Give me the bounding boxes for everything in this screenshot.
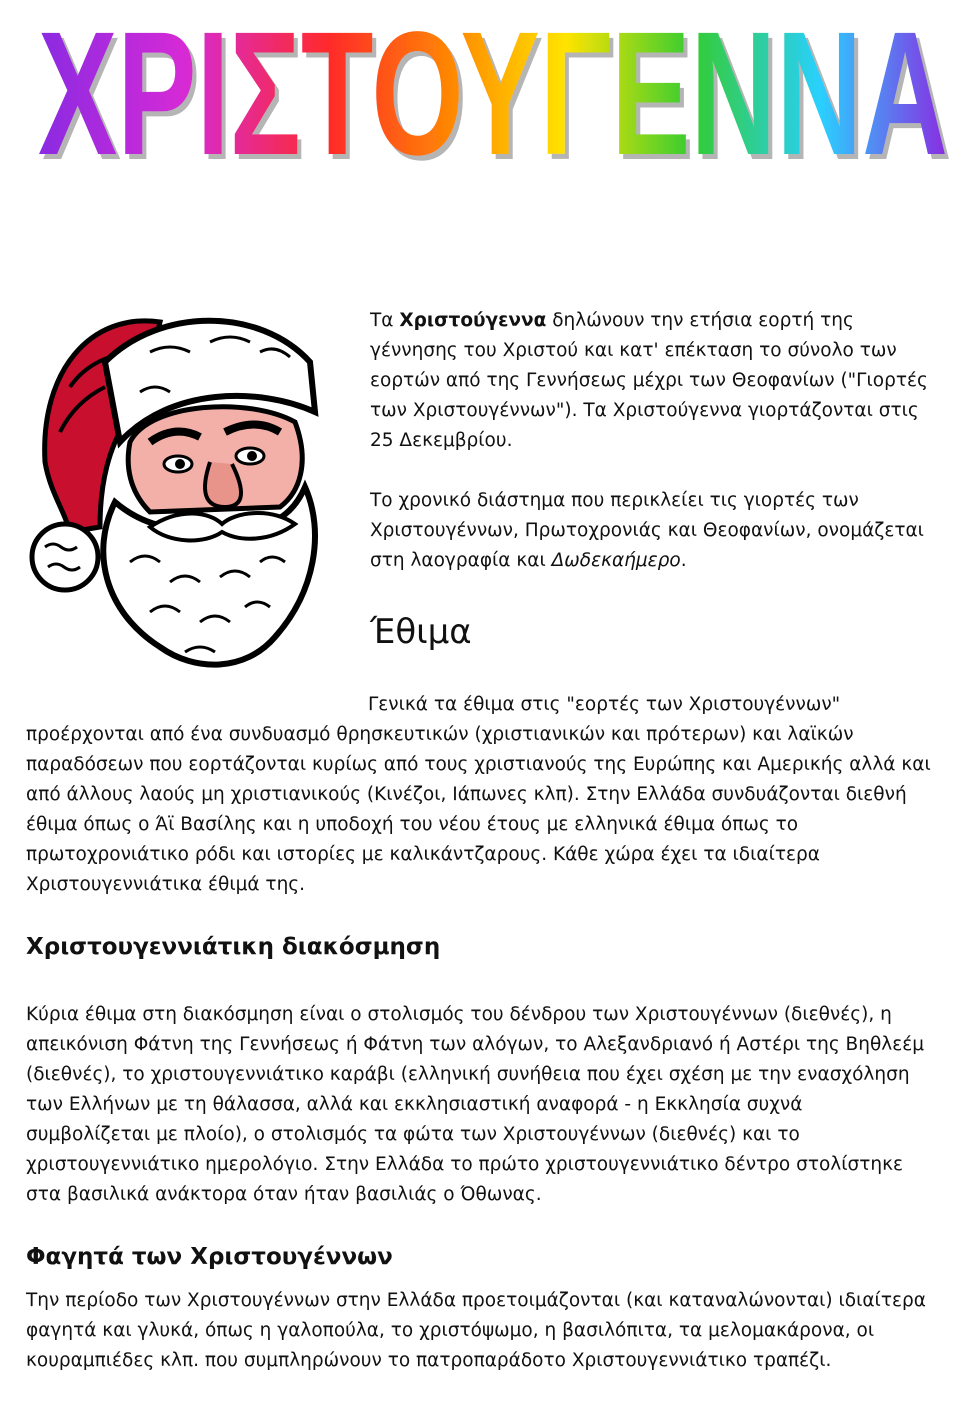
page-title-wordart xyxy=(28,4,958,174)
intro-lead: Τα xyxy=(370,310,400,331)
ethima-paragraph: Γενικά τα έθιμα στις "εορτές των Χριστουγέννων" προέρχονται από ένα συνδυασμό θρησκευτικών (χριστιανικών και πρότερων) και λαϊκών παραδόσεων που εορτάζονται κυρίως από τους χριστιανούς της Ευρώπης και Αμερικής αλλά και από άλλους λαούς μη χριστιανικούς (Κινέζοι, Ιάπωνες κλπ). Στην Ελλάδα συνδυάζονται διεθνή έθιμα όπως ο Άϊ Βασίλης και η υποδοχή του νέου έτους με ελληνικά έθιμα όπως το πρωτοχρονιάτικο ρόδι και ιστορίες με καλικάντζαρους. Κάθε χώρα έχει τα ιδιαίτερα Χριστουγεννιάτικα έθιμά της. xyxy=(26,694,931,895)
intro-period-end: . xyxy=(680,550,687,571)
food-paragraph: Την περίοδο των Χριστουγέννων στην Ελλάδα προετοιμάζονται (και καταναλώνονται) ιδιαίτερα φαγητά και γλυκά, όπως η γαλοπούλα, το χριστόψωμο, η βασιλόπιτα, τα μελομακάρονα, οι κουραμπιέδες κλπ. που συμπληρώνουν το πατροπαράδοτο Χριστουγεννιάτικο τραπέζι. xyxy=(26,1290,926,1371)
santa-claus-icon xyxy=(10,292,340,682)
ethima-heading: Έθιμα xyxy=(370,612,472,652)
intro-paragraph-2 xyxy=(370,486,930,576)
intro-section xyxy=(370,306,930,576)
food-heading: Φαγητά των Χριστουγέννων xyxy=(26,1244,393,1270)
intro-rest: δηλώνουν την ετήσια εορτή της γέννησης του Χριστού και κατ' επέκταση το σύνολο των εορτών από της Γεννήσεως μέχρι των Θεοφανίων ("Γιορτές των Χριστουγέννων"). Τα Χριστούγεννα γιορτάζονται στις 25 Δεκεμβρίου. xyxy=(370,310,928,451)
decoration-heading: Χριστουγεννιάτικη διακόσμηση xyxy=(26,934,441,960)
intro-italic-term: Δωδεκαήμερο xyxy=(551,550,681,571)
santa-illustration xyxy=(10,292,340,682)
rainbow-title-graphic xyxy=(28,4,958,174)
decoration-paragraph: Κύρια έθιμα στη διακόσμηση είναι ο στολισμός του δένδρου των Χριστουγέννων (διεθνές), η απεικόνιση Φάτνη της Γεννήσεως ή Φάτνη των αλόγων, το Αλεξανδριανό ή Αστέρι της Βηθλεέμ (διεθνές), το χριστουγεννιάτικο καράβι (ελληνική συνήθεια που έχει σχέση με την ενασχόληση των Ελλήνων με τη θάλασσα, αλλά και εκκλησιαστική αναφορά - η Εκκλησία συχνά συμβολίζεται με πλοίο), ο στολισμός τα φώτα των Χριστουγέννων (διεθνές) και το χριστουγεννιάτικο ημερολόγιο. Στην Ελλάδα το πρώτο χριστουγεννιάτικο δέντρο στολίστηκε στα βασιλικά ανάκτορα όταν ήταν βασιλιάς ο Όθωνας. xyxy=(26,1004,925,1205)
intro-paragraph-1 xyxy=(370,306,930,456)
intro-bold-term: Χριστούγεννα xyxy=(399,310,547,331)
intro-period-text: Το χρονικό διάστημα που περικλείει τις γιορτές των Χριστουγέννων, Πρωτοχρονιάς και Θεοφανίων, ονομάζεται στη λαογραφία και xyxy=(370,490,924,571)
page-title: ΧΡΙΣΤΟΥΓΕΝΝΑ xyxy=(38,4,948,174)
